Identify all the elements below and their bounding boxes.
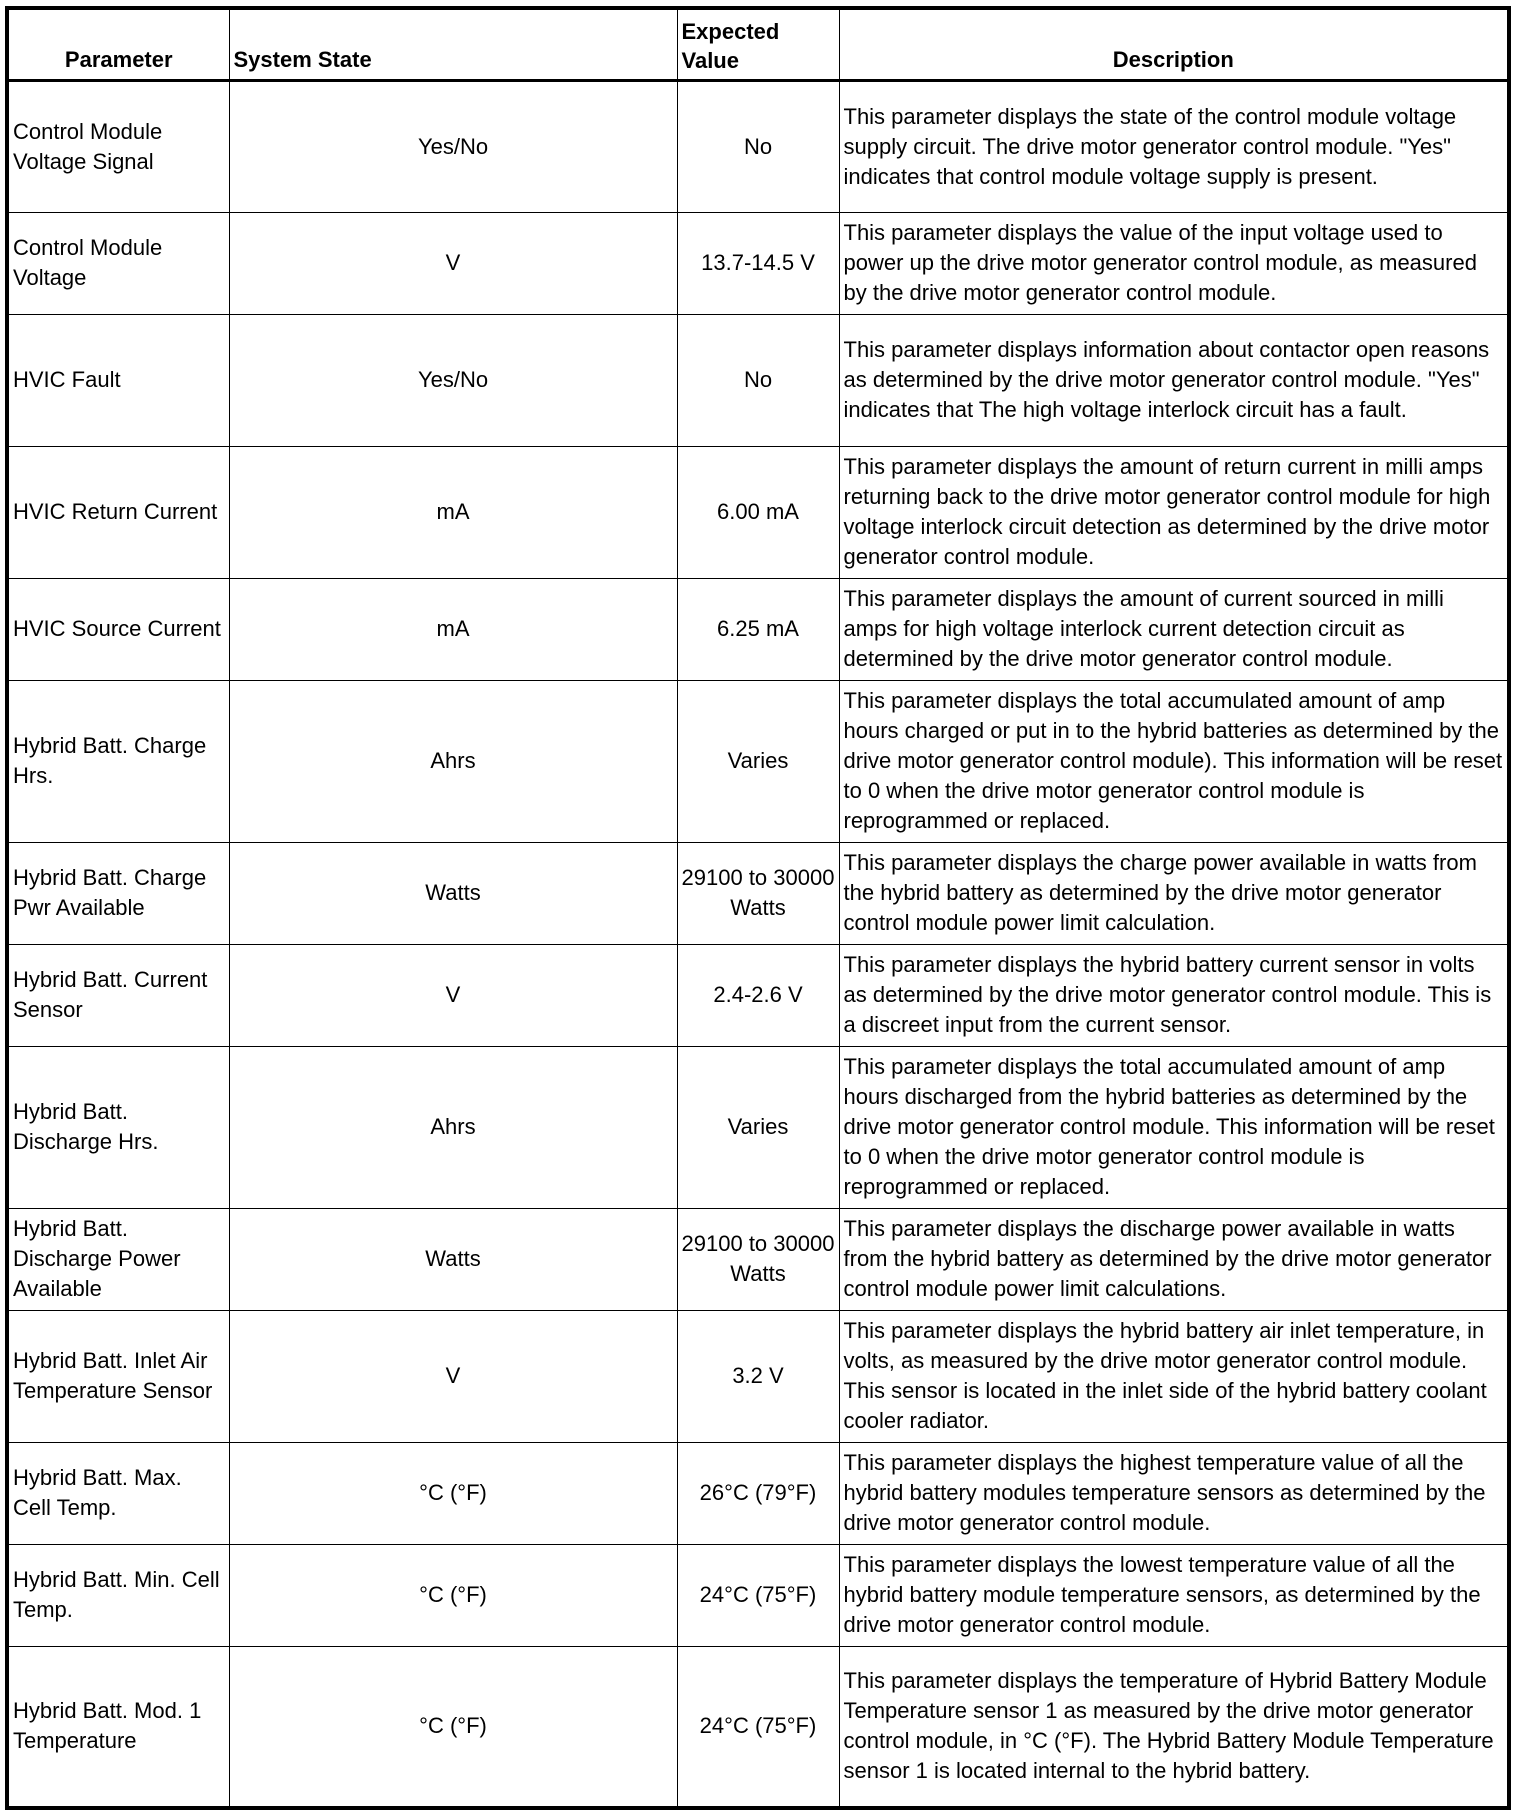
cell-description: This parameter displays the total accumulated amount of amp hours discharged from the hybrid batteries as determined by the drive motor generator control module. This information will be reset to 0 when the drive motor generator control module is reprogrammed or replaced. — [839, 1046, 1509, 1208]
cell-parameter: Hybrid Batt. Current Sensor — [7, 944, 229, 1046]
table-row — [7, 1046, 1509, 1208]
table-row — [7, 446, 1509, 578]
table-row — [7, 944, 1509, 1046]
cell-expected-value: No — [677, 80, 839, 212]
table-row — [7, 1646, 1509, 1808]
cell-parameter: Hybrid Batt. Charge Pwr Available — [7, 842, 229, 944]
cell-parameter: Hybrid Batt. Max. Cell Temp. — [7, 1442, 229, 1544]
cell-parameter: Control Module Voltage Signal — [7, 80, 229, 212]
cell-description: This parameter displays the hybrid battery air inlet temperature, in volts, as measured by the drive motor generator control module. This sensor is located in the inlet side of the hybrid battery coolant cooler radiator. — [839, 1310, 1509, 1442]
cell-description: This parameter displays the total accumulated amount of amp hours charged or put in to the hybrid batteries as determined by the drive motor generator control module). This information will be reset to 0 when the drive motor generator control module is reprogrammed or replaced. — [839, 680, 1509, 842]
cell-description: This parameter displays the amount of return current in milli amps returning back to the drive motor generator control module for high voltage interlock circuit detection as determined by the drive motor generator control module. — [839, 446, 1509, 578]
table-row — [7, 680, 1509, 842]
cell-parameter: Hybrid Batt. Inlet Air Temperature Sensor — [7, 1310, 229, 1442]
parameter-table — [5, 6, 1511, 1810]
cell-parameter: Control Module Voltage — [7, 212, 229, 314]
cell-system-state: V — [229, 212, 677, 314]
cell-expected-value: 24°C (75°F) — [677, 1646, 839, 1808]
cell-parameter: Hybrid Batt. Mod. 1 Temperature — [7, 1646, 229, 1808]
header-row — [7, 8, 1509, 80]
cell-expected-value: 3.2 V — [677, 1310, 839, 1442]
cell-description: This parameter displays the amount of current sourced in milli amps for high voltage interlock current detection circuit as determined by the drive motor generator control module. — [839, 578, 1509, 680]
cell-system-state: V — [229, 1310, 677, 1442]
table-row — [7, 314, 1509, 446]
header-description: Description — [839, 8, 1509, 80]
table-row — [7, 1208, 1509, 1310]
table-row — [7, 842, 1509, 944]
cell-description: This parameter displays the state of the control module voltage supply circuit. The drive motor generator control module. "Yes" indicates that control module voltage supply is present. — [839, 80, 1509, 212]
table-row — [7, 212, 1509, 314]
cell-system-state: Ahrs — [229, 680, 677, 842]
cell-expected-value: 26°C (79°F) — [677, 1442, 839, 1544]
table-row — [7, 1442, 1509, 1544]
table-body — [7, 80, 1509, 1808]
cell-system-state: Ahrs — [229, 1046, 677, 1208]
cell-description: This parameter displays the highest temperature value of all the hybrid battery modules temperature sensors as determined by the drive motor generator control module. — [839, 1442, 1509, 1544]
cell-system-state: V — [229, 944, 677, 1046]
cell-expected-value: 2.4-2.6 V — [677, 944, 839, 1046]
cell-expected-value: Varies — [677, 1046, 839, 1208]
cell-system-state: Watts — [229, 842, 677, 944]
cell-system-state: °C (°F) — [229, 1442, 677, 1544]
header-system-state: System State — [229, 8, 677, 80]
table-row — [7, 578, 1509, 680]
cell-expected-value: 13.7-14.5 V — [677, 212, 839, 314]
cell-system-state: Yes/No — [229, 314, 677, 446]
table-row — [7, 1544, 1509, 1646]
cell-parameter: Hybrid Batt. Discharge Power Available — [7, 1208, 229, 1310]
cell-system-state: mA — [229, 578, 677, 680]
cell-expected-value: 6.25 mA — [677, 578, 839, 680]
table-header — [7, 8, 1509, 80]
cell-description: This parameter displays the charge power available in watts from the hybrid battery as determined by the drive motor generator control module power limit calculation. — [839, 842, 1509, 944]
table-row — [7, 80, 1509, 212]
cell-expected-value: 24°C (75°F) — [677, 1544, 839, 1646]
cell-description: This parameter displays the hybrid battery current sensor in volts as determined by the drive motor generator control module. This is a discreet input from the current sensor. — [839, 944, 1509, 1046]
cell-parameter: Hybrid Batt. Discharge Hrs. — [7, 1046, 229, 1208]
cell-parameter: HVIC Fault — [7, 314, 229, 446]
cell-expected-value: No — [677, 314, 839, 446]
cell-system-state: Yes/No — [229, 80, 677, 212]
cell-system-state: °C (°F) — [229, 1544, 677, 1646]
cell-parameter: HVIC Return Current — [7, 446, 229, 578]
cell-system-state: Watts — [229, 1208, 677, 1310]
cell-description: This parameter displays the temperature of Hybrid Battery Module Temperature sensor 1 as measured by the drive motor generator control module, in °C (°F). The Hybrid Battery Module Temperature sensor 1 is located internal to the hybrid battery. — [839, 1646, 1509, 1808]
cell-description: This parameter displays the discharge power available in watts from the hybrid battery as determined by the drive motor generator control module power limit calculations. — [839, 1208, 1509, 1310]
cell-description: This parameter displays information about contactor open reasons as determined by the drive motor generator control module. "Yes" indicates that The high voltage interlock circuit has a fault. — [839, 314, 1509, 446]
cell-description: This parameter displays the lowest temperature value of all the hybrid battery module temperature sensors, as determined by the drive motor generator control module. — [839, 1544, 1509, 1646]
cell-expected-value: 29100 to 30000 Watts — [677, 842, 839, 944]
cell-system-state: °C (°F) — [229, 1646, 677, 1808]
cell-expected-value: 29100 to 30000 Watts — [677, 1208, 839, 1310]
cell-parameter: Hybrid Batt. Charge Hrs. — [7, 680, 229, 842]
cell-system-state: mA — [229, 446, 677, 578]
header-expected-value: Expected Value — [677, 8, 839, 80]
cell-description: This parameter displays the value of the input voltage used to power up the drive motor generator control module, as measured by the drive motor generator control module. — [839, 212, 1509, 314]
header-parameter: Parameter — [7, 8, 229, 80]
cell-parameter: Hybrid Batt. Min. Cell Temp. — [7, 1544, 229, 1646]
cell-expected-value: 6.00 mA — [677, 446, 839, 578]
cell-expected-value: Varies — [677, 680, 839, 842]
cell-parameter: HVIC Source Current — [7, 578, 229, 680]
table-row — [7, 1310, 1509, 1442]
